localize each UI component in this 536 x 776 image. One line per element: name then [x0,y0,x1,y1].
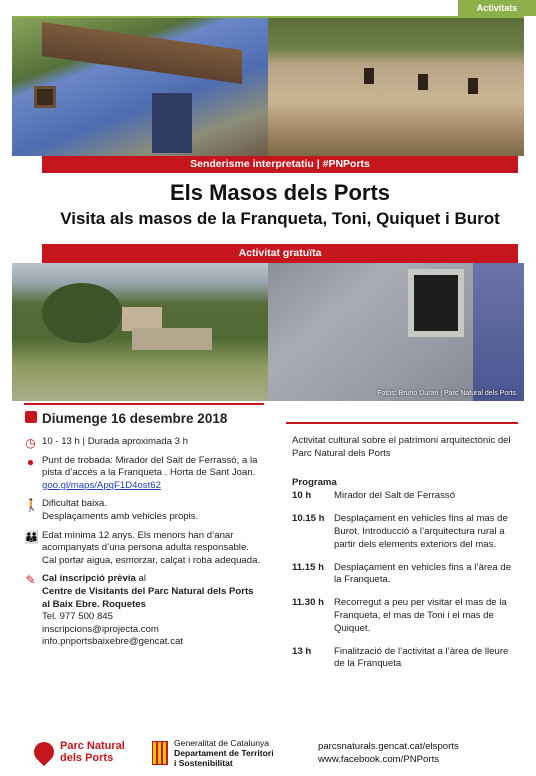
page-subtitle: Visita als masos de la Franqueta, Toni, Quiquet i Burot [60,209,500,228]
time-row: ◷ 10 - 13 h | Durada aproximada 3 h [25,436,188,450]
page-title: Els Masos dels Ports [169,180,391,205]
photo-window [268,263,524,401]
inscription-row: ✎ Cal inscripció prèvia al Centre de Visitants del Parc Natural dels Ports al Baix Ebre. Roquetes Tel. 977 500 845 inscripcions@iprojecta.com info.pnportsbaixebre@gencat.cat [25,573,254,648]
age-row: 👪 Edat mínima 12 anys. Els menors han d’anar acompanyats d’una persona adulta responsable. Cal portar aigua, esmorzar, calçat i roba adequada. [24,529,261,566]
photo-blue-house [12,18,268,156]
people-icon: 👪 [24,529,39,544]
email-link[interactable]: inscripcions@iprojecta.com [42,623,159,635]
free-badge: Activitat gratuïta [42,244,518,263]
generalitat-logo: Generalitat de Catalunya Departament de Territori i Sostenibilitat [152,738,274,768]
program-item: 11.15 h Desplaçament en vehicles fins a l’àrea de la Franqueta. [292,561,512,586]
info-column [24,410,264,655]
website-link[interactable]: parcsnaturals.gencat.cat/elsports [318,741,459,752]
program-title: Programa [292,476,337,488]
shield-icon [152,741,168,765]
hiker-icon: 🚶 [24,498,39,513]
activitats-tab[interactable]: Activitats [458,0,536,16]
maps-link[interactable]: goo.gl/maps/ApqF1D4ost62 [42,479,161,491]
clock-icon: ◷ [25,436,36,450]
program-item: 13 h Finalització de l’activitat a l’àrea de lleure de la Franqueta [292,645,509,670]
leaf-icon [30,738,58,766]
web-links [318,740,459,766]
right-divider [286,422,518,424]
program-list [292,490,520,671]
photo-credit: Fotos: Bruno Duran | Parc Natural dels Ports [377,390,516,397]
left-divider [24,403,264,405]
park-logo: Parc Natural dels Ports [34,740,125,764]
date-row: Diumenge 16 desembre 2018 [24,410,264,428]
email-link[interactable]: info.pnportsbaixebre@gencat.cat [42,636,183,648]
meeting-row: ● Punt de trobada: Mirador del Salt de Ferrassó, a la pista d’accés a la Franqueta . Horta de Sant Joan. goo.gl/maps/ApqF1D4ost62 [24,455,264,493]
title-box [42,173,518,244]
photo-landscape [12,263,268,401]
difficulty-row: 🚶 Dificultat baixa. Desplaçaments amb vehicles propis. [24,498,199,522]
program-intro: Activitat cultural sobre el patrimoni arquitectònic del Parc Natural dels Ports [292,435,511,459]
phone: Tel. 977 500 845 [42,611,113,623]
program-item: 11.30 h Recorregut a peu per visitar el mas de la Franqueta, el mas de Toni i el mas de Quiquet. [292,597,507,634]
program-column [292,435,520,681]
program-item: 10 h Mirador del Salt de Ferrassó [292,490,456,502]
photo-stone-house [268,18,524,156]
pencil-icon: ✎ [25,573,36,588]
activity-type: Senderisme interpretatiu | #PNPorts [42,156,518,173]
calendar-icon [24,411,37,424]
footer [0,728,536,776]
facebook-link[interactable]: www.facebook.com/PNPorts [318,754,440,765]
program-item: 10.15 h Desplaçament en vehicles fins al mas de Burot. Introducció a l’arquitectura rural a partir dels elements exteriors del mas. [292,513,508,550]
location-pin-icon: ● [26,454,35,469]
